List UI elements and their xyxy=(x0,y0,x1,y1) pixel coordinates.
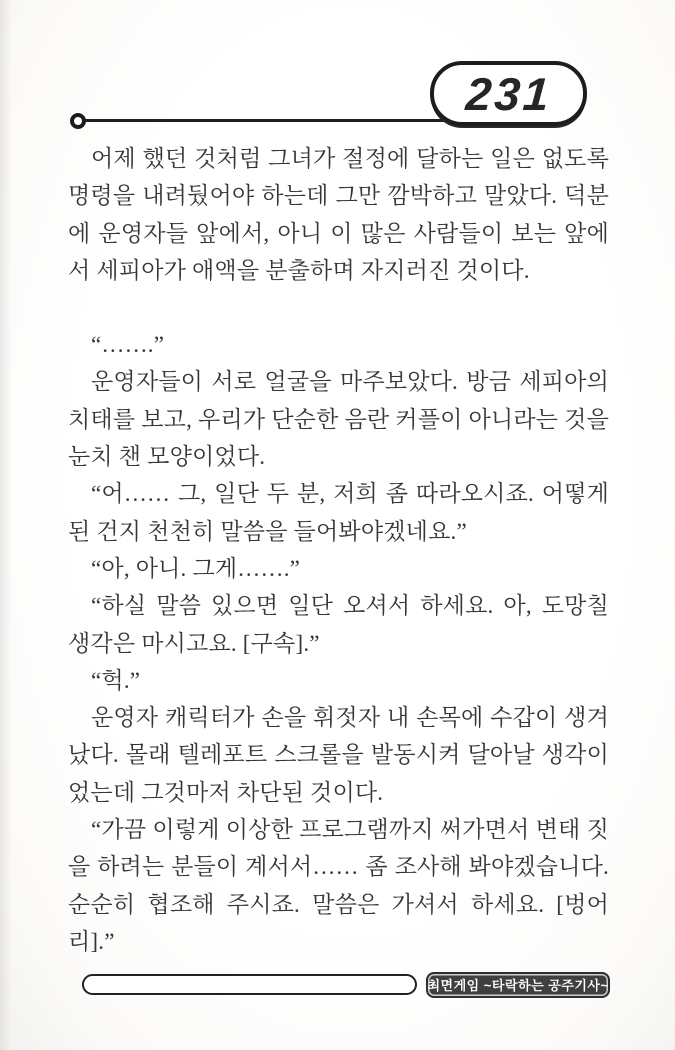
paragraph: 운영자들이 서로 얼굴을 마주보았다. 방금 세피아의 치태를 보고, 우리가 단순한 음란 커플이 아니라는 것을 눈치 챈 모양이었다. xyxy=(68,369,609,470)
body-text xyxy=(68,140,609,960)
page-number-badge xyxy=(430,61,587,126)
header-rule xyxy=(84,119,470,122)
scene-break-spacer xyxy=(68,289,609,326)
paragraph: 운영자 캐릭터가 손을 휘젓자 내 손목에 수갑이 생겨났다. 몰래 텔레포트 스크롤을 발동시켜 달아날 생각이었는데 그것마저 차단된 것이다. xyxy=(68,705,609,805)
scan-edge-shadow xyxy=(0,0,12,1050)
footer-series-badge xyxy=(426,972,610,998)
footer-series-title: 최면게임 ~타락하는 공주기사~ xyxy=(427,977,609,993)
paragraph: “아, 아니. 그게…….” xyxy=(91,555,301,581)
paragraph: “헉.” xyxy=(91,667,141,693)
paragraph: 어제 했던 것처럼 그녀가 절정에 달하는 일은 없도록 명령을 내려뒀어야 하는데 그만 깜박하고 말았다. 덕분에 운영자들 앞에서, 아니 이 많은 사람들이 보는 앞에서 세피아가 애액을 분출하며 자지러진 것이다. xyxy=(68,146,609,283)
paragraph: “어…… 그, 일단 두 분, 저희 좀 따라오시죠. 어떻게 된 건지 천천히 말씀을 들어봐야겠네요.” xyxy=(68,481,609,544)
paragraph: “가끔 이렇게 이상한 프로그램까지 써가면서 변태 짓을 하려는 분들이 계서서…… 좀 조사해 봐야겠습니다. 순순히 협조해 주시죠. 말씀은 가셔서 하세요. [벙어리].” xyxy=(68,817,609,954)
page-number: 231 xyxy=(463,67,554,120)
paragraph: “하실 말씀 있으면 일단 오셔서 하세요. 아, 도망칠 생각은 마시고요. [구속].” xyxy=(68,593,609,656)
footer-pill-ornament xyxy=(82,974,417,995)
paragraph: “…….” xyxy=(91,332,165,358)
